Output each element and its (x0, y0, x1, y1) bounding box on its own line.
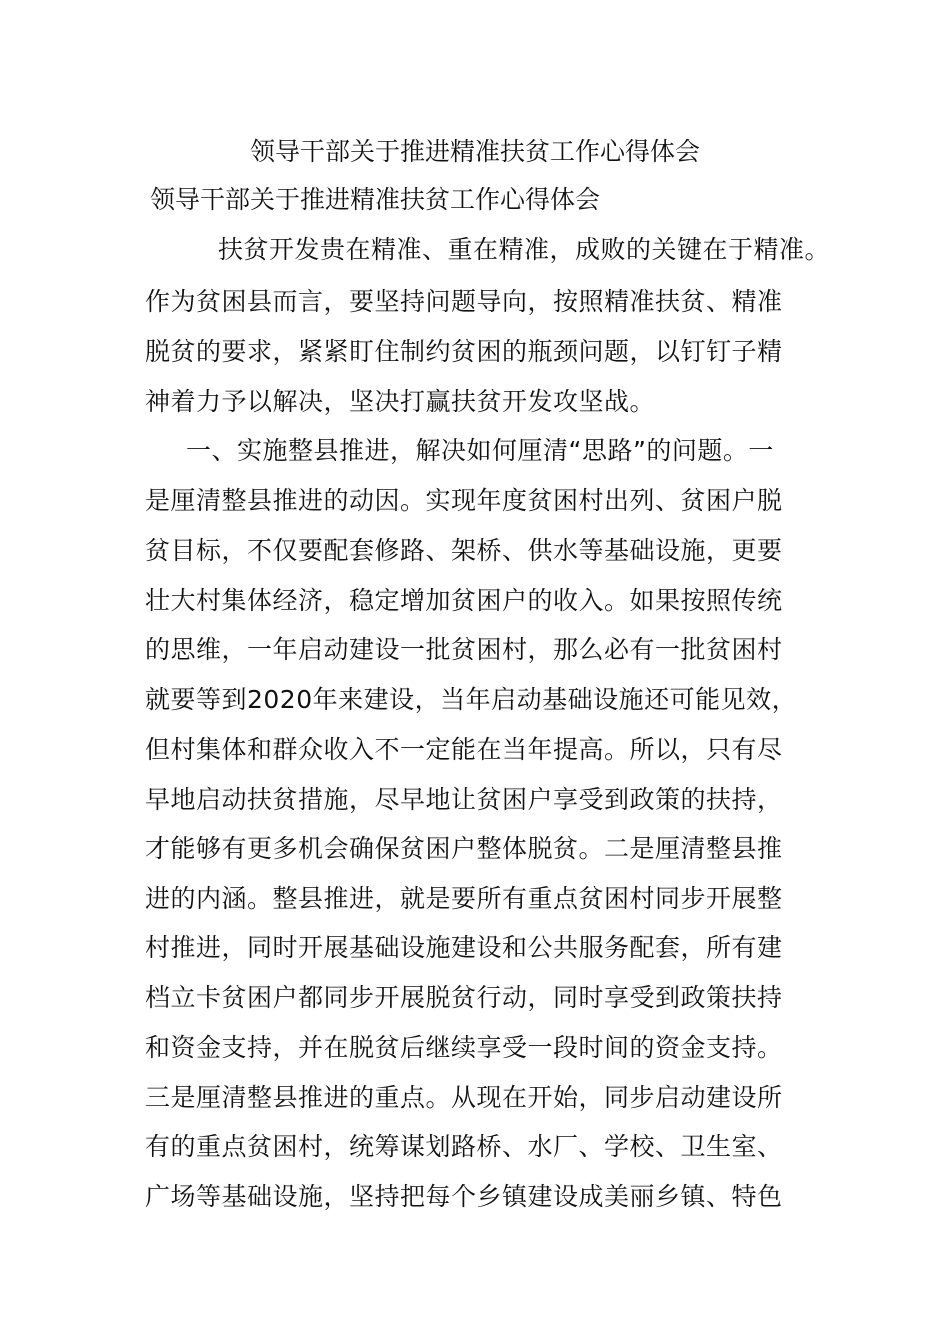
body-line-5: 一、实施整县推进，解决如何厘清“思路”的问题。一 (186, 436, 774, 465)
document-subtitle: 领导干部关于推进精准扶贫工作心得体会 (150, 185, 601, 214)
body-line-13: 才能够有更多机会确保贫困户整体脱贫。二是厘清整县推 (145, 834, 783, 863)
body-line-10: 就要等到2020年来建设，当年启动基础设施还可能见效， (145, 685, 798, 714)
body-line-3: 脱贫的要求，紧紧盯住制约贫困的瓶颈问题，以钉钉子精 (145, 337, 783, 366)
body-line-14: 进的内涵。整县推进，就是要所有重点贫困村同步开展整 (145, 884, 783, 913)
body-line-9: 的思维，一年启动建设一批贫困村，那么必有一批贫困村 (145, 635, 783, 664)
body-line-7: 贫目标，不仅要配套修路、架桥、供水等基础设施，更要 (145, 536, 783, 565)
body-line-15: 村推进，同时开展基础设施建设和公共服务配套，所有建 (145, 933, 783, 962)
body-line-17: 和资金支持，并在脱贫后继续享受一段时间的资金支持。 (145, 1033, 783, 1062)
body-line-4: 神着力予以解决，坚决打赢扶贫开发攻坚战。 (145, 387, 656, 416)
body-line-20: 广场等基础设施，坚持把每个乡镇建设成美丽乡镇、特色 (145, 1182, 783, 1211)
body-line-6: 是厘清整县推进的动因。实现年度贫困村出列、贫困户脱 (145, 486, 783, 515)
document-title: 领导干部关于推进精准扶贫工作心得体会 (249, 137, 700, 166)
body-line-19: 有的重点贫困村，统筹谋划路桥、水厂、学校、卫生室、 (145, 1132, 783, 1161)
body-line-16: 档立卡贫困户都同步开展脱贫行动，同时享受到政策扶持 (145, 983, 783, 1012)
body-line-18: 三是厘清整县推进的重点。从现在开始，同步启动建设所 (145, 1083, 783, 1112)
body-line-2: 作为贫困县而言，要坚持问题导向，按照精准扶贫、精准 (145, 287, 783, 316)
body-line-1: 扶贫开发贵在精准、重在精准，成败的关键在于精准。 (218, 235, 831, 264)
body-line-8: 壮大村集体经济，稳定增加贫困户的收入。如果按照传统 (145, 586, 783, 615)
body-line-12: 早地启动扶贫措施，尽早地让贫困户享受到政策的扶持， (145, 785, 783, 814)
body-line-11: 但村集体和群众收入不一定能在当年提高。所以，只有尽 (145, 735, 783, 764)
